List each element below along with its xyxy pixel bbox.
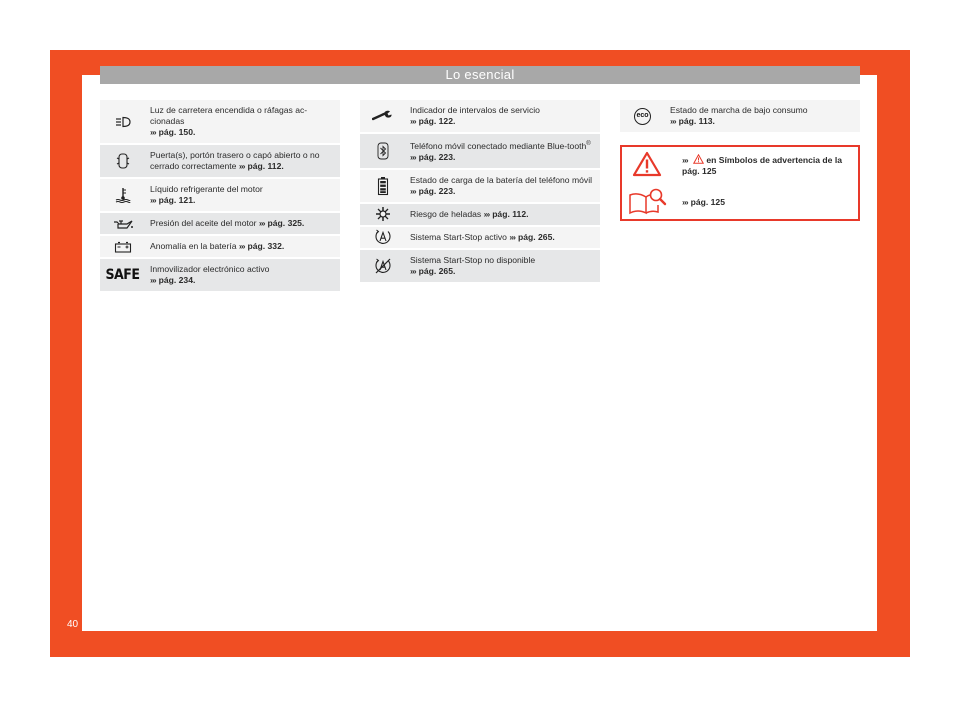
table-row: Estado de carga de la batería del teléfono móvil ››› pág. 223. xyxy=(360,170,600,202)
page-reference[interactable]: pág. 265. xyxy=(418,265,456,276)
battery-icon xyxy=(100,236,145,257)
row-description: Presión del aceite del motor xyxy=(150,218,257,228)
coolant-icon xyxy=(100,179,145,211)
row-description: Estado de carga de la batería del teléfono móvil xyxy=(410,174,593,185)
table-row: Presión del aceite del motor ››› pág. 325. xyxy=(100,213,340,234)
indicator-table-3 xyxy=(620,100,860,132)
table-row: Sistema Start-Stop no disponible ››› pág. 265. xyxy=(360,250,600,282)
page-reference[interactable]: pág. 150. xyxy=(158,127,196,137)
table-row: SAFE Inmovilizador electrónico activo ››› pág. 234. xyxy=(100,259,340,291)
table-row: Puerta(s), portón trasero o capó abierto o no cerrado correctamente ››› pág. 112. xyxy=(100,145,340,177)
row-description: Puerta(s), portón trasero o capó abierto o no cerrado correctamente xyxy=(150,150,320,171)
row-description: Sistema Start-Stop activo xyxy=(410,231,507,242)
small-warning-icon xyxy=(693,154,704,164)
table-row: Riesgo de heladas ››› pág. 112. xyxy=(360,204,600,225)
wrench-icon xyxy=(360,100,405,132)
page-reference[interactable]: pág. 122. xyxy=(418,116,456,126)
page-reference[interactable]: pág. 265. xyxy=(517,231,555,242)
manual-reference[interactable]: ››› pág. 125 xyxy=(682,197,725,207)
warning-triangle-icon xyxy=(632,151,662,177)
page-reference[interactable]: pág. 234. xyxy=(158,275,196,285)
page-reference[interactable]: pág. 113. xyxy=(678,116,715,126)
book-magnifier-icon xyxy=(628,187,668,217)
row-description: Líquido refrigerante del motor xyxy=(150,184,263,194)
table-row: Anomalía en la batería ››› pág. 332. xyxy=(100,236,340,257)
table-row: Sistema Start-Stop activo ››› pág. 265. xyxy=(360,227,600,248)
high-beam-icon xyxy=(100,100,145,143)
table-row: Luz de carretera encendida o ráfagas ac-cionadas ››› pág. 150. xyxy=(100,100,340,143)
table-row: Líquido refrigerante del motor ››› pág. 121. xyxy=(100,179,340,211)
phone-battery-icon xyxy=(360,170,405,202)
row-description: Inmovilizador electrónico activo xyxy=(150,264,270,274)
row-description: Riesgo de heladas xyxy=(410,208,482,219)
table-row: Indicador de intervalos de servicio ››› pág. 122. xyxy=(360,100,600,132)
safe-icon: SAFE xyxy=(105,267,140,283)
page-reference[interactable]: pág. 112. xyxy=(247,161,284,171)
table-row: Teléfono móvil conectado mediante Blue-tooth® ››› pág. 223. xyxy=(360,134,600,168)
table-row: eco Estado de marcha de bajo consumo ››› pág. 113. xyxy=(620,100,860,132)
bluetooth-icon xyxy=(360,134,405,168)
row-description: Anomalía en la batería xyxy=(150,241,237,251)
page-reference[interactable]: pág. 112. xyxy=(492,208,529,219)
start-stop-icon xyxy=(360,227,405,248)
page-reference[interactable]: pág. 223. xyxy=(418,185,456,196)
page-reference[interactable]: pág. 325. xyxy=(267,218,305,228)
warning-note-box xyxy=(620,145,860,221)
page-number: 40 xyxy=(67,619,79,630)
start-stop-off-icon xyxy=(360,250,405,282)
oil-pressure-icon xyxy=(100,213,145,234)
page-title: Lo esencial xyxy=(100,66,860,84)
row-description: Indicador de intervalos de servicio xyxy=(410,105,540,115)
indicator-table-2 xyxy=(360,100,600,282)
eco-icon: eco xyxy=(620,100,665,132)
frost-icon xyxy=(360,204,405,225)
door-open-icon xyxy=(100,145,145,177)
row-description: Estado de marcha de bajo consumo xyxy=(670,105,808,115)
page-reference[interactable]: pág. 223. xyxy=(418,151,456,162)
page-reference[interactable]: pág. 121. xyxy=(158,195,196,205)
row-description: Teléfono móvil conectado mediante Blue-tooth xyxy=(410,140,587,151)
row-description: Luz de carretera encendida o ráfagas ac-cionadas xyxy=(150,105,308,126)
warning-reference[interactable]: ››› en Símbolos de advertencia de la pág. 125 xyxy=(682,155,843,176)
page-reference[interactable]: pág. 332. xyxy=(247,241,285,251)
row-description: Sistema Start-Stop no disponible xyxy=(410,254,536,265)
indicator-table-1 xyxy=(100,100,340,291)
